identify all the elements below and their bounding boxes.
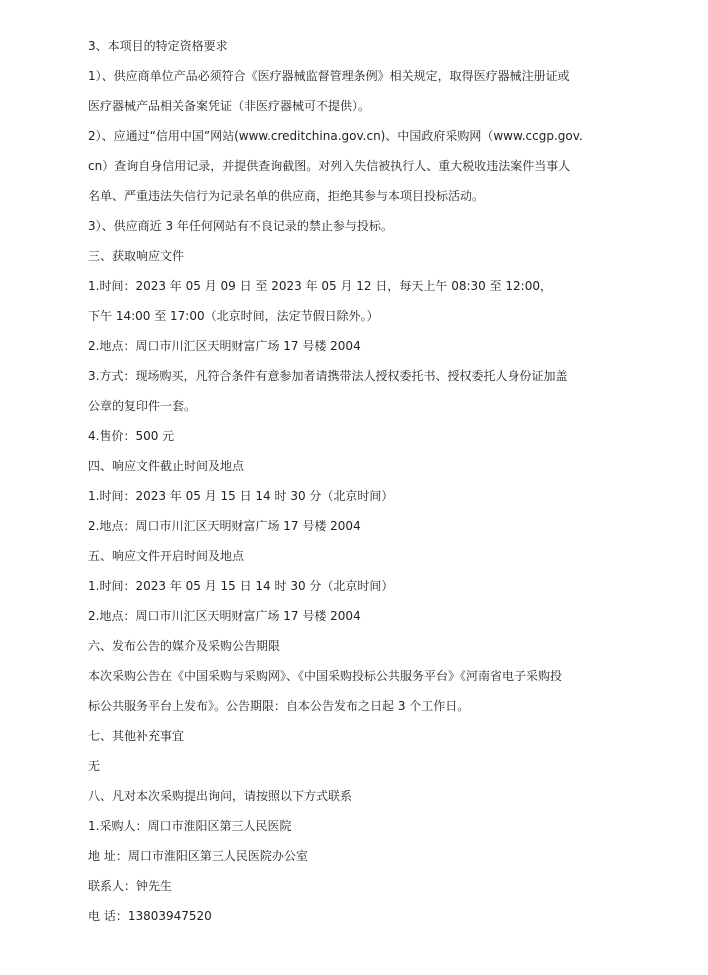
paragraph-line: 名单、严重违法失信行为记录名单的供应商，拒绝其参与本项目投标活动。 (88, 189, 485, 203)
document-body (88, 36, 628, 936)
paragraph-line: 2.地点：周口市川汇区天明财富广场 17 号楼 2004 (88, 609, 361, 623)
paragraph-line: 2.地点：周口市川汇区天明财富广场 17 号楼 2004 (88, 519, 361, 533)
section-heading: 四、响应文件截止时间及地点 (88, 459, 245, 473)
paragraph-line: 3）、供应商近 3 年任何网站有不良记录的禁止参与投标。 (88, 219, 393, 233)
paragraph-line: 2.地点：周口市川汇区天明财富广场 17 号楼 2004 (88, 339, 361, 353)
contact-line: 地 址：周口市淮阳区第三人民医院办公室 (88, 849, 308, 863)
paragraph-line: 医疗器械产品相关备案凭证（非医疗器械可不提供）。 (88, 99, 371, 113)
contact-line: 联系人：钟先生 (88, 879, 173, 893)
paragraph-line: 1.时间：2023 年 05 月 15 日 14 时 30 分（北京时间） (88, 489, 394, 503)
paragraph-line: 1.时间：2023 年 05 月 09 日 至 2023 年 05 月 12 日，每天上午 08:30 至 12:00， (88, 279, 552, 293)
section-heading: 三、获取响应文件 (88, 249, 185, 263)
contact-line: 电 话：13803947520 (88, 909, 212, 923)
paragraph-line: 1）、供应商单位产品必须符合《医疗器械监督管理条例》相关规定，取得医疗器械注册证或 (88, 69, 570, 83)
paragraph-line: 公章的复印件一套。 (88, 399, 197, 413)
section-heading: 五、响应文件开启时间及地点 (88, 549, 245, 563)
paragraph-line: 2）、应通过“信用中国”网站(www.creditchina.gov.cn)、中国政府采购网（www.ccgp.gov. (88, 129, 583, 143)
section-heading: 七、其他补充事宜 (88, 729, 185, 743)
section-heading: 八、凡对本次采购提出询问，请按照以下方式联系 (88, 789, 353, 803)
section-heading: 3、本项目的特定资格要求 (88, 39, 228, 53)
paragraph-line: 下午 14:00 至 17:00（北京时间，法定节假日除外。） (88, 309, 379, 323)
paragraph-line: 4.售价：500 元 (88, 429, 175, 443)
paragraph-line: 标公共服务平台上发布》。公告期限：自本公告发布之日起 3 个工作日。 (88, 699, 470, 713)
paragraph-line: 无 (88, 759, 101, 773)
section-heading: 六、发布公告的媒介及采购公告期限 (88, 639, 281, 653)
paragraph-line: 1.时间：2023 年 05 月 15 日 14 时 30 分（北京时间） (88, 579, 394, 593)
paragraph-line: 本次采购公告在《中国采购与采购网》、《中国采购投标公共服务平台》《河南省电子采购投 (88, 669, 563, 683)
paragraph-line: 3.方式：现场购买，凡符合条件有意参加者请携带法人授权委托书、授权委托人身份证加盖 (88, 369, 568, 383)
contact-line: 1.采购人：周口市淮阳区第三人民医院 (88, 819, 292, 833)
paragraph-line: cn）查询自身信用记录，并提供查询截图。对列入失信被执行人、重大税收违法案件当事人 (88, 159, 571, 173)
